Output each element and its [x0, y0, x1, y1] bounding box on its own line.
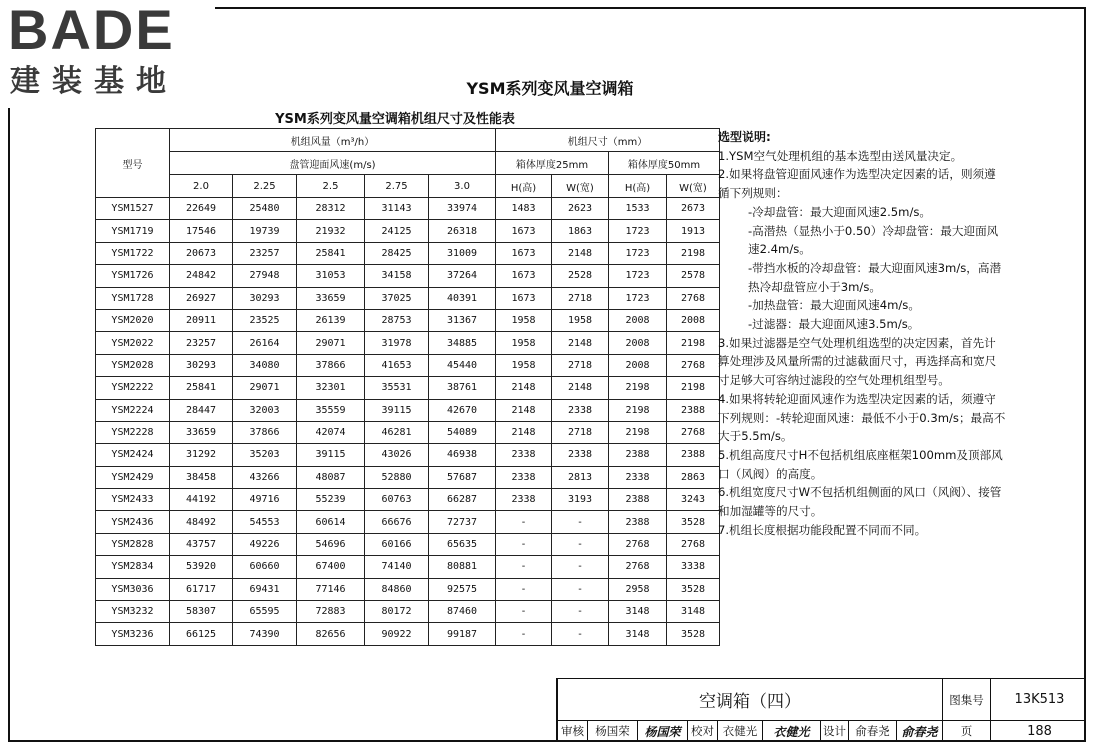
value-cell: - [552, 578, 609, 600]
value-cell: 2388 [609, 489, 667, 511]
value-cell: 2958 [609, 578, 667, 600]
value-cell: 1958 [496, 332, 552, 354]
value-cell: 54089 [429, 421, 496, 443]
value-cell: 69431 [233, 578, 297, 600]
value-cell: 38761 [429, 377, 496, 399]
review-name: 杨国荣 [588, 721, 638, 741]
value-cell: 61717 [170, 578, 233, 600]
value-cell: 77146 [297, 578, 365, 600]
value-cell: 54696 [297, 533, 365, 555]
value-cell: 31978 [365, 332, 429, 354]
value-cell: 43757 [170, 533, 233, 555]
value-cell: 1533 [609, 198, 667, 220]
value-cell: 31009 [429, 242, 496, 264]
value-cell: 2768 [609, 556, 667, 578]
value-cell: 54553 [233, 511, 297, 533]
value-cell: 1958 [552, 309, 609, 331]
model-cell: YSM1726 [96, 265, 170, 287]
value-cell: 31143 [365, 198, 429, 220]
table-title: YSM系列变风量空调箱机组尺寸及性能表 [275, 112, 515, 127]
header-velocity: 2.25 [233, 175, 297, 198]
header-size: 机组尺寸（mm） [496, 129, 720, 152]
value-cell: 1723 [609, 242, 667, 264]
model-cell: YSM2222 [96, 377, 170, 399]
value-cell: 39115 [297, 444, 365, 466]
value-cell: 2338 [552, 399, 609, 421]
value-cell: - [552, 511, 609, 533]
header-model: 型号 [96, 129, 170, 198]
table-row [96, 220, 720, 242]
table-row [96, 444, 720, 466]
value-cell: 28312 [297, 198, 365, 220]
value-cell: 46938 [429, 444, 496, 466]
model-cell: YSM2022 [96, 332, 170, 354]
value-cell: 60614 [297, 511, 365, 533]
review-signature: 杨国荣 [638, 721, 688, 741]
value-cell: 31367 [429, 309, 496, 331]
value-cell: 3148 [609, 601, 667, 623]
header-velocity: 2.0 [170, 175, 233, 198]
value-cell: 72883 [297, 601, 365, 623]
value-cell: - [552, 556, 609, 578]
value-cell: 60763 [365, 489, 429, 511]
value-cell: 2768 [667, 421, 720, 443]
value-cell: 2198 [609, 399, 667, 421]
value-cell: 48492 [170, 511, 233, 533]
note-line: 4.如果将转轮迎面风速作为选型决定因素的话，须遵守下列规则：-转轮迎面风速：最低不小于0.3m/s；最高不大于5.5m/s。 [718, 391, 1006, 444]
value-cell: 90922 [365, 623, 429, 645]
value-cell: 2768 [667, 533, 720, 555]
value-cell: 40391 [429, 287, 496, 309]
value-cell: 2148 [552, 377, 609, 399]
logo [0, 0, 215, 108]
value-cell: 82656 [297, 623, 365, 645]
model-cell: YSM1722 [96, 242, 170, 264]
value-cell: 21932 [297, 220, 365, 242]
model-cell: YSM2028 [96, 354, 170, 376]
design-signature: 俞春尧 [897, 721, 943, 741]
value-cell: 55239 [297, 489, 365, 511]
value-cell: 3528 [667, 578, 720, 600]
value-cell: 1673 [496, 220, 552, 242]
value-cell: 2148 [552, 332, 609, 354]
header-thk25: 箱体厚度25mm [496, 152, 609, 175]
value-cell: 1958 [496, 309, 552, 331]
value-cell: 33659 [170, 421, 233, 443]
table-row [96, 287, 720, 309]
value-cell: 35203 [233, 444, 297, 466]
value-cell: 37866 [297, 354, 365, 376]
model-cell: YSM2433 [96, 489, 170, 511]
note-line: -过滤器：最大迎面风速3.5m/s。 [748, 317, 920, 332]
value-cell: 74140 [365, 556, 429, 578]
value-cell: 45440 [429, 354, 496, 376]
value-cell: 57687 [429, 466, 496, 488]
table-row [96, 198, 720, 220]
value-cell: 33659 [297, 287, 365, 309]
value-cell: 66125 [170, 623, 233, 645]
value-cell: 2338 [496, 489, 552, 511]
value-cell: 2148 [496, 421, 552, 443]
table-row [96, 578, 720, 600]
value-cell: 24842 [170, 265, 233, 287]
value-cell: 23257 [233, 242, 297, 264]
value-cell: 30293 [233, 287, 297, 309]
value-cell: 3193 [552, 489, 609, 511]
table-row [96, 332, 720, 354]
value-cell: 30293 [170, 354, 233, 376]
value-cell: 27948 [233, 265, 297, 287]
value-cell: 26164 [233, 332, 297, 354]
value-cell: 2623 [552, 198, 609, 220]
note-line: 3.如果过滤器是空气处理机组选型的决定因素，首先计算处理涉及风量所需的过滤截面尺寸，再选择高和宽尺寸足够大可容纳过滤段的空气处理机组型号。 [718, 335, 997, 388]
value-cell: 42670 [429, 399, 496, 421]
table-row [96, 623, 720, 645]
value-cell: 2388 [609, 511, 667, 533]
table-row [96, 533, 720, 555]
value-cell: 1723 [609, 265, 667, 287]
notes-title: 选型说明: [718, 130, 771, 144]
table-row [96, 265, 720, 287]
value-cell: 2008 [667, 309, 720, 331]
value-cell: 49716 [233, 489, 297, 511]
value-cell: 74390 [233, 623, 297, 645]
table-row [96, 309, 720, 331]
value-cell: 3148 [609, 623, 667, 645]
value-cell: 31292 [170, 444, 233, 466]
model-cell: YSM2424 [96, 444, 170, 466]
value-cell: 2198 [667, 332, 720, 354]
value-cell: 3338 [667, 556, 720, 578]
value-cell: 23525 [233, 309, 297, 331]
value-cell: 17546 [170, 220, 233, 242]
model-cell: YSM3236 [96, 623, 170, 645]
table-row [96, 511, 720, 533]
value-cell: 2863 [667, 466, 720, 488]
value-cell: 2718 [552, 354, 609, 376]
value-cell: 2148 [496, 377, 552, 399]
value-cell: 46281 [365, 421, 429, 443]
logo-subtitle: 建装基地 [10, 64, 178, 99]
value-cell: - [496, 511, 552, 533]
selection-notes [718, 128, 1006, 539]
value-cell: - [496, 623, 552, 645]
value-cell: 3528 [667, 511, 720, 533]
value-cell: 1673 [496, 242, 552, 264]
value-cell: 20673 [170, 242, 233, 264]
value-cell: 29071 [233, 377, 297, 399]
value-cell: 60660 [233, 556, 297, 578]
value-cell: 34080 [233, 354, 297, 376]
table-row [96, 421, 720, 443]
note-line: 2.如果将盘管迎面风速作为选型决定因素的话，则须遵循下列规则： [718, 167, 996, 201]
value-cell: 43026 [365, 444, 429, 466]
value-cell: 26139 [297, 309, 365, 331]
value-cell: 66676 [365, 511, 429, 533]
value-cell: 32301 [297, 377, 365, 399]
value-cell: 2813 [552, 466, 609, 488]
note-line: 7.机组长度根据功能段配置不同而不同。 [718, 522, 927, 537]
header-width-25: W(宽) [552, 175, 609, 198]
table-row [96, 354, 720, 376]
check-signature: 衣健光 [763, 721, 821, 741]
model-cell: YSM2828 [96, 533, 170, 555]
value-cell: 2198 [667, 242, 720, 264]
value-cell: 28425 [365, 242, 429, 264]
model-cell: YSM1719 [96, 220, 170, 242]
value-cell: 2388 [667, 399, 720, 421]
value-cell: 99187 [429, 623, 496, 645]
header-height-25: H(高) [496, 175, 552, 198]
header-velocity: 3.0 [429, 175, 496, 198]
value-cell: 1723 [609, 287, 667, 309]
page-label: 页 [943, 721, 991, 741]
value-cell: 24125 [365, 220, 429, 242]
header-coil-velocity: 盘管迎面风速(m/s) [170, 152, 496, 175]
value-cell: 37025 [365, 287, 429, 309]
value-cell: 3243 [667, 489, 720, 511]
value-cell: 2768 [667, 354, 720, 376]
value-cell: 26318 [429, 220, 496, 242]
model-cell: YSM3036 [96, 578, 170, 600]
value-cell: - [496, 601, 552, 623]
value-cell: 25841 [170, 377, 233, 399]
value-cell: 3528 [667, 623, 720, 645]
value-cell: 80881 [429, 556, 496, 578]
value-cell: 66287 [429, 489, 496, 511]
value-cell: 35531 [365, 377, 429, 399]
value-cell: 33974 [429, 198, 496, 220]
check-name: 衣健光 [718, 721, 763, 741]
value-cell: 1673 [496, 265, 552, 287]
value-cell: 80172 [365, 601, 429, 623]
atlas-number: 13K513 [1014, 692, 1065, 707]
title-block [556, 678, 1086, 742]
note-line: -加热盘管：最大迎面风速4m/s。 [748, 298, 920, 313]
value-cell: 19739 [233, 220, 297, 242]
model-cell: YSM2834 [96, 556, 170, 578]
value-cell: 34885 [429, 332, 496, 354]
note-line: 5.机组高度尺寸H不包括机组底座框架100mm及顶部风口（风阀）的高度。 [718, 447, 1003, 481]
value-cell: 38458 [170, 466, 233, 488]
value-cell: 43266 [233, 466, 297, 488]
value-cell: 2673 [667, 198, 720, 220]
header-thk50: 箱体厚度50mm [609, 152, 720, 175]
header-velocity: 2.5 [297, 175, 365, 198]
value-cell: 52880 [365, 466, 429, 488]
review-label: 审核 [558, 721, 588, 741]
value-cell: 2008 [609, 332, 667, 354]
value-cell: 37264 [429, 265, 496, 287]
table-row [96, 556, 720, 578]
value-cell: 26927 [170, 287, 233, 309]
value-cell: 2198 [609, 377, 667, 399]
value-cell: 2198 [667, 377, 720, 399]
value-cell: 28447 [170, 399, 233, 421]
title-block-row-top [556, 678, 1086, 721]
header-airflow: 机组风量（m³/h） [170, 129, 496, 152]
value-cell: 2528 [552, 265, 609, 287]
value-cell: 2148 [552, 242, 609, 264]
design-label: 设计 [821, 721, 849, 741]
value-cell: 58307 [170, 601, 233, 623]
value-cell: 72737 [429, 511, 496, 533]
note-line: -带挡水板的冷却盘管：最大迎面风速3m/s，高潜热冷却盘管应小于3m/s。 [748, 260, 1002, 294]
page-title: YSM系列变风量空调箱 [466, 79, 634, 98]
value-cell: 49226 [233, 533, 297, 555]
value-cell: 84860 [365, 578, 429, 600]
value-cell: 2338 [552, 444, 609, 466]
value-cell: 2338 [609, 466, 667, 488]
note-line: 6.机组宽度尺寸W不包括机组侧面的风口（风阀）、接管和加湿罐等的尺寸。 [718, 485, 1002, 519]
value-cell: - [552, 601, 609, 623]
value-cell: 1673 [496, 287, 552, 309]
table-row [96, 377, 720, 399]
model-cell: YSM2228 [96, 421, 170, 443]
value-cell: 2008 [609, 309, 667, 331]
value-cell: 22649 [170, 198, 233, 220]
value-cell: - [496, 533, 552, 555]
table-row [96, 466, 720, 488]
value-cell: 48087 [297, 466, 365, 488]
value-cell: 2718 [552, 287, 609, 309]
value-cell: 1913 [667, 220, 720, 242]
drawing-title: 空调箱（四） [558, 679, 943, 720]
note-line: -冷却盘管：最大迎面风速2.5m/s。 [748, 204, 931, 219]
value-cell: 20911 [170, 309, 233, 331]
title-block-row-bottom [556, 721, 1086, 742]
value-cell: 35559 [297, 399, 365, 421]
value-cell: 28753 [365, 309, 429, 331]
logo-brand: BADE [8, 0, 175, 61]
model-cell: YSM2429 [96, 466, 170, 488]
value-cell: 1958 [496, 354, 552, 376]
header-height-50: H(高) [609, 175, 667, 198]
value-cell: 65595 [233, 601, 297, 623]
value-cell: - [552, 533, 609, 555]
value-cell: 29071 [297, 332, 365, 354]
value-cell: 44192 [170, 489, 233, 511]
table-row [96, 489, 720, 511]
model-cell: YSM1728 [96, 287, 170, 309]
spec-table [95, 128, 720, 646]
table-row [96, 601, 720, 623]
note-line: -高潜热（显热小于0.50）冷却盘管：最大迎面风速2.4m/s。 [748, 223, 999, 257]
value-cell: - [496, 556, 552, 578]
value-cell: 2388 [667, 444, 720, 466]
page-number: 188 [1027, 723, 1052, 739]
model-cell: YSM3232 [96, 601, 170, 623]
value-cell: - [552, 623, 609, 645]
value-cell: 41653 [365, 354, 429, 376]
model-cell: YSM1527 [96, 198, 170, 220]
check-label: 校对 [688, 721, 718, 741]
value-cell: 25480 [233, 198, 297, 220]
value-cell: 65635 [429, 533, 496, 555]
value-cell: 2338 [496, 444, 552, 466]
value-cell: 2718 [552, 421, 609, 443]
note-line: 1.YSM空气处理机组的基本选型由送风量决定。 [718, 148, 963, 163]
value-cell: 2198 [609, 421, 667, 443]
value-cell: 37866 [233, 421, 297, 443]
value-cell: 2578 [667, 265, 720, 287]
model-cell: YSM2224 [96, 399, 170, 421]
value-cell: 92575 [429, 578, 496, 600]
value-cell: 67400 [297, 556, 365, 578]
header-velocity: 2.75 [365, 175, 429, 198]
value-cell: 1863 [552, 220, 609, 242]
value-cell: 1483 [496, 198, 552, 220]
model-cell: YSM2436 [96, 511, 170, 533]
value-cell: 3148 [667, 601, 720, 623]
value-cell: 87460 [429, 601, 496, 623]
table-row [96, 399, 720, 421]
value-cell: 1723 [609, 220, 667, 242]
value-cell: - [496, 578, 552, 600]
value-cell: 2388 [609, 444, 667, 466]
value-cell: 2768 [609, 533, 667, 555]
table-row [96, 242, 720, 264]
value-cell: 2768 [667, 287, 720, 309]
value-cell: 2338 [496, 466, 552, 488]
header-width-50: W(宽) [667, 175, 720, 198]
value-cell: 42074 [297, 421, 365, 443]
value-cell: 60166 [365, 533, 429, 555]
value-cell: 53920 [170, 556, 233, 578]
value-cell: 39115 [365, 399, 429, 421]
value-cell: 2148 [496, 399, 552, 421]
atlas-label: 图集号 [943, 679, 991, 720]
value-cell: 31053 [297, 265, 365, 287]
value-cell: 25841 [297, 242, 365, 264]
design-name: 俞春尧 [849, 721, 897, 741]
model-cell: YSM2020 [96, 309, 170, 331]
value-cell: 2008 [609, 354, 667, 376]
value-cell: 34158 [365, 265, 429, 287]
value-cell: 23257 [170, 332, 233, 354]
value-cell: 32003 [233, 399, 297, 421]
